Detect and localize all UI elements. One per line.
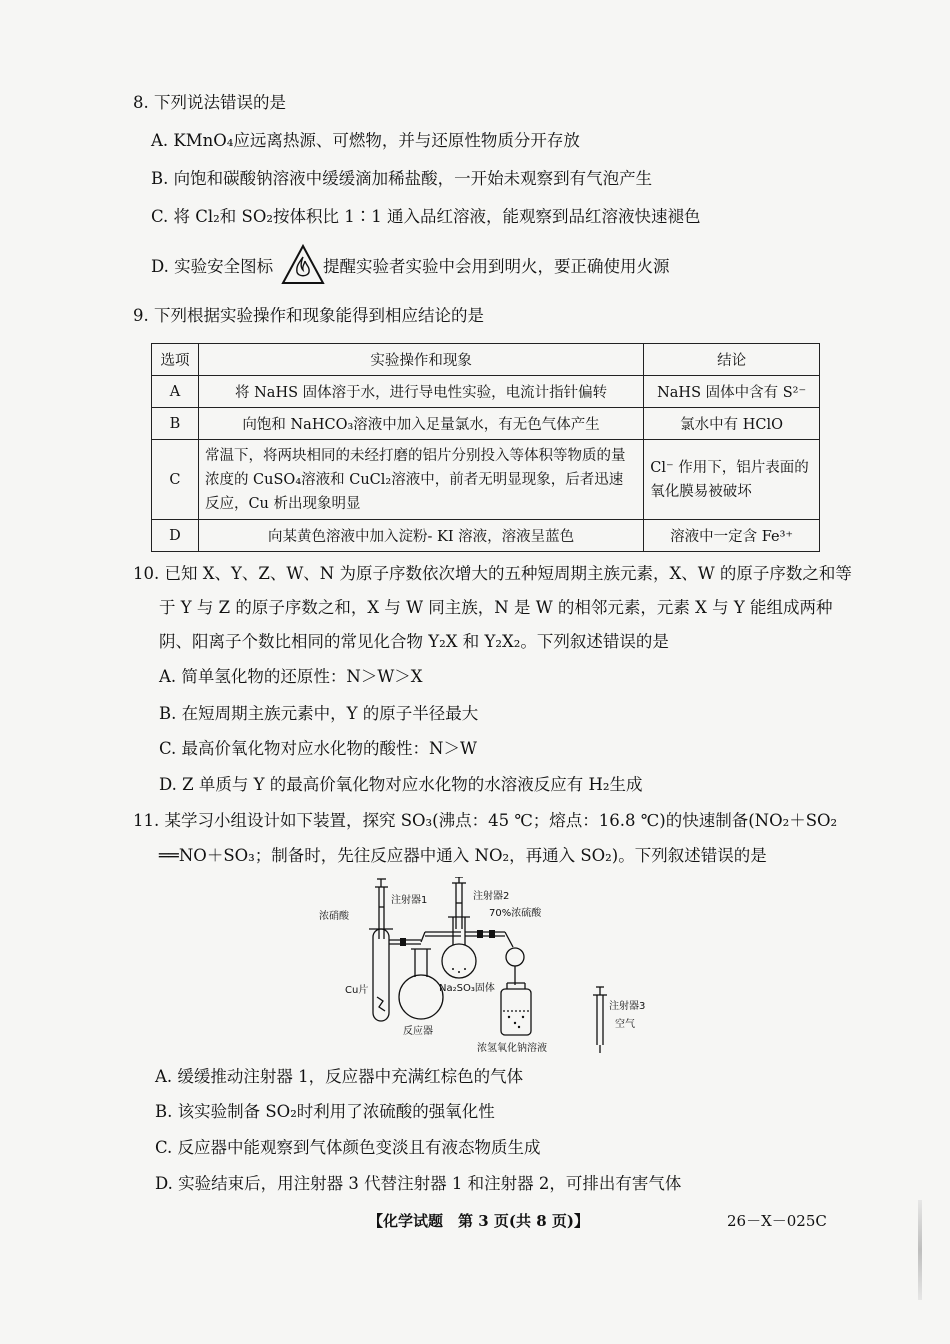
q10-stem-line2: 于 Y 与 Z 的原子序数之和，X 与 W 同主族，N 是 W 的相邻元素，元素 X 与 Y 能组成两种 — [159, 598, 833, 617]
table-header-row — [152, 344, 820, 376]
row-operation: 常温下，将两块相同的未经打磨的铝片分别投入等体积等物质的量浓度的 CuSO₄溶液和 CuCl₂溶液中，前者无明显现象，后者迅速反应，Cu 析出现象明显 — [198, 440, 643, 520]
paper-code: 26－X－025C — [727, 1212, 827, 1230]
row-option: D — [152, 520, 199, 552]
q9-table — [151, 343, 820, 552]
q10-option-d: D. Z 单质与 Y 的最高价氧化物对应水化物的水溶液反应有 H₂生成 — [159, 775, 643, 794]
row-conclusion: Cl⁻ 作用下，铝片表面的氧化膜易被破坏 — [644, 440, 820, 520]
table-row — [152, 440, 820, 520]
q10-stem-line3: 阴、阳离子个数比相同的常见化合物 Y₂X 和 Y₂X₂。下列叙述错误的是 — [159, 632, 669, 651]
q8-option-d-text: 提醒实验者实验中会用到明火，要正确使用火源 — [323, 257, 670, 276]
label-syringe2: 注射器2 — [473, 891, 510, 902]
q8-option-c: C. 将 Cl₂和 SO₂按体积比 1∶1 通入品红溶液，能观察到品红溶液快速褪色 — [151, 207, 701, 226]
q8-option-a: A. KMnO₄应远离热源、可燃物，并与还原性物质分开存放 — [151, 131, 580, 150]
label-syringe3: 注射器3 — [609, 1001, 646, 1012]
table-row — [152, 520, 820, 552]
flame-warning-icon — [281, 243, 325, 287]
scan-edge — [918, 1200, 922, 1300]
q10-option-a: A. 简单氢化物的还原性：N＞W＞X — [159, 667, 423, 686]
row-operation: 向某黄色溶液中加入淀粉- KI 溶液，溶液呈蓝色 — [198, 520, 643, 552]
q11-option-b: B. 该实验制备 SO₂时利用了浓硫酸的强氧化性 — [155, 1102, 495, 1121]
q9-stem: 9. 下列根据实验操作和现象能得到相应结论的是 — [133, 306, 484, 325]
label-air: 空气 — [615, 1019, 635, 1030]
header-operation: 实验操作和现象 — [198, 344, 643, 376]
label-cu: Cu片 — [345, 985, 369, 996]
page-footer-title: 【化学试题 第 3 页(共 8 页)】 — [368, 1212, 589, 1230]
q8-option-d-prefix: D. 实验安全图标 — [151, 257, 274, 276]
label-sulfuric-acid: 70%浓硫酸 — [489, 908, 542, 919]
q11-option-a: A. 缓缓推动注射器 1，反应器中充满红棕色的气体 — [155, 1067, 524, 1086]
q10-option-c: C. 最高价氧化物对应水化物的酸性：N＞W — [159, 739, 477, 758]
q8-stem: 8. 下列说法错误的是 — [133, 93, 286, 112]
label-nitric-acid: 浓硝酸 — [319, 911, 349, 922]
row-operation: 向饱和 NaHCO₃溶液中加入足量氯水，有无色气体产生 — [198, 408, 643, 440]
label-na2so3: Na₂SO₃固体 — [439, 983, 495, 994]
q10-stem-line1: 10. 已知 X、Y、Z、W、N 为原子序数依次增大的五种短周期主族元素，X、W 的原子序数之和等 — [133, 564, 852, 583]
apparatus-diagram — [303, 877, 683, 1055]
header-conclusion: 结论 — [644, 344, 820, 376]
q11-stem-line2: ══NO＋SO₃；制备时，先往反应器中通入 NO₂，再通入 SO₂)。下列叙述错误的是 — [159, 846, 767, 865]
row-conclusion: 溶液中一定含 Fe³⁺ — [644, 520, 820, 552]
label-syringe1: 注射器1 — [391, 895, 428, 906]
header-option: 选项 — [152, 344, 199, 376]
row-option: C — [152, 440, 199, 520]
row-conclusion: NaHS 固体中含有 S²⁻ — [644, 376, 820, 408]
row-conclusion: 氯水中有 HClO — [644, 408, 820, 440]
row-option: B — [152, 408, 199, 440]
q11-option-c: C. 反应器中能观察到气体颜色变淡且有液态物质生成 — [155, 1138, 541, 1157]
label-naoh: 浓氢氧化钠溶液 — [477, 1043, 547, 1054]
q11-option-d: D. 实验结束后，用注射器 3 代替注射器 1 和注射器 2，可排出有害气体 — [155, 1174, 682, 1193]
q10-option-b: B. 在短周期主族元素中，Y 的原子半径最大 — [159, 704, 479, 723]
table-row — [152, 376, 820, 408]
table-row — [152, 408, 820, 440]
row-option: A — [152, 376, 199, 408]
q11-stem-line1: 11. 某学习小组设计如下装置，探究 SO₃(沸点：45 ℃；熔点：16.8 ℃)的快速制备(NO₂＋SO₂ — [133, 811, 838, 830]
label-reactor: 反应器 — [403, 1026, 433, 1037]
q8-option-b: B. 向饱和碳酸钠溶液中缓缓滴加稀盐酸，一开始未观察到有气泡产生 — [151, 169, 653, 188]
row-operation: 将 NaHS 固体溶于水，进行导电性实验，电流计指针偏转 — [198, 376, 643, 408]
